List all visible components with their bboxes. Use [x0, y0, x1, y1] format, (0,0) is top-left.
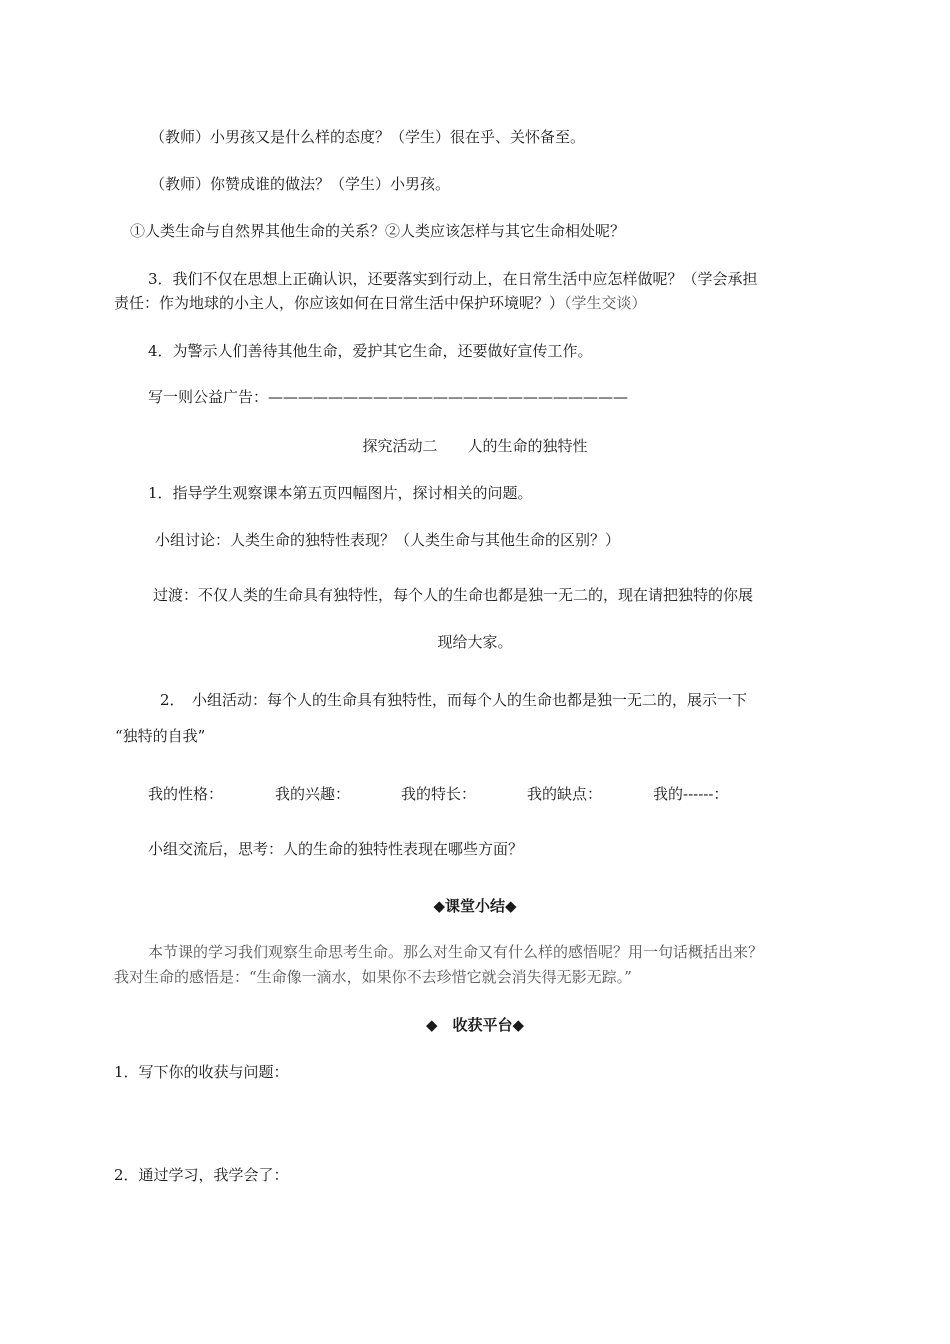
- student-discussion-note: （学生交谈）: [564, 294, 647, 312]
- paragraph-summary-line-1: 本节课的学习我们观察生命思考生命。那么对生命又有什么样的感悟呢？用一句话概括出来？: [148, 943, 764, 961]
- paragraph-item-3-line-1: 3．我们不仅在思想上正确认识，还要落实到行动上，在日常生活中应怎样做呢？（学会承担: [148, 270, 758, 288]
- self-traits-row: [148, 783, 728, 805]
- paragraph-public-ad: 写一则公益广告：————————————————————————: [148, 388, 629, 406]
- trait-other: 我的------：: [653, 785, 729, 803]
- question-harvest-and-issues: 1．写下你的收获与问题：: [114, 1063, 289, 1081]
- paragraph-activity-2-item-2-line-1: 2． 小组活动：每个人的生命具有独特性，而每个人的生命也都是独一无二的，展示一下: [160, 691, 748, 709]
- paragraph-item-3-line-2: [114, 292, 647, 314]
- question-what-i-learned: 2．通过学习，我学会了：: [114, 1166, 289, 1184]
- paragraph-teacher-question-agree: （教师）你赞成谁的做法？（学生）小男孩。: [150, 175, 451, 193]
- paragraph-group-discussion: 小组讨论：人类生命的独特性表现？（人类生命与其他生命的区别？）: [155, 531, 621, 549]
- paragraph-summary-line-2: 我对生命的感悟是：“生命像一滴水，如果你不去珍惜它就会消失得无影无踪。”: [114, 968, 632, 986]
- paragraph-transition-line-1: 过渡：不仅人类的生命具有独特性，每个人的生命也都是独一无二的，现在请把独特的你展: [153, 586, 754, 604]
- paragraph-teacher-question-boy: （教师）小男孩又是什么样的态度？（学生）很在乎、关怀备至。: [150, 128, 586, 146]
- section-title-harvest-platform: ◆ 收获平台◆: [425, 1016, 525, 1034]
- trait-personality: 我的性格：: [148, 785, 224, 803]
- section-title-class-summary: ◆课堂小结◆: [433, 897, 517, 915]
- trait-weakness: 我的缺点：: [527, 785, 603, 803]
- paragraph-group-exchange: 小组交流后，思考：人的生命的独特性表现在哪些方面？: [148, 840, 524, 858]
- paragraph-transition-line-2: 现给大家。: [437, 633, 513, 651]
- item-3-line-2-text: 责任：作为地球的小主人，你应该如何在日常生活中保护环境呢？）: [114, 294, 565, 312]
- section-title-activity-2: 探究活动二 人的生命的独特性: [362, 437, 588, 455]
- trait-specialty: 我的特长：: [401, 785, 477, 803]
- paragraph-item-4: 4．为警示人们善待其他生命，爱护其它生命，还要做好宣传工作。: [148, 342, 593, 360]
- paragraph-activity-2-item-1: 1．指导学生观察课本第五页四幅图片，探讨相关的问题。: [148, 484, 533, 502]
- trait-interest: 我的兴趣：: [275, 785, 351, 803]
- paragraph-life-relation-questions: ①人类生命与自然界其他生命的关系？②人类应该怎样与其它生命相处呢？: [130, 222, 626, 240]
- paragraph-activity-2-item-2-line-2: “独特的自我”: [115, 727, 206, 745]
